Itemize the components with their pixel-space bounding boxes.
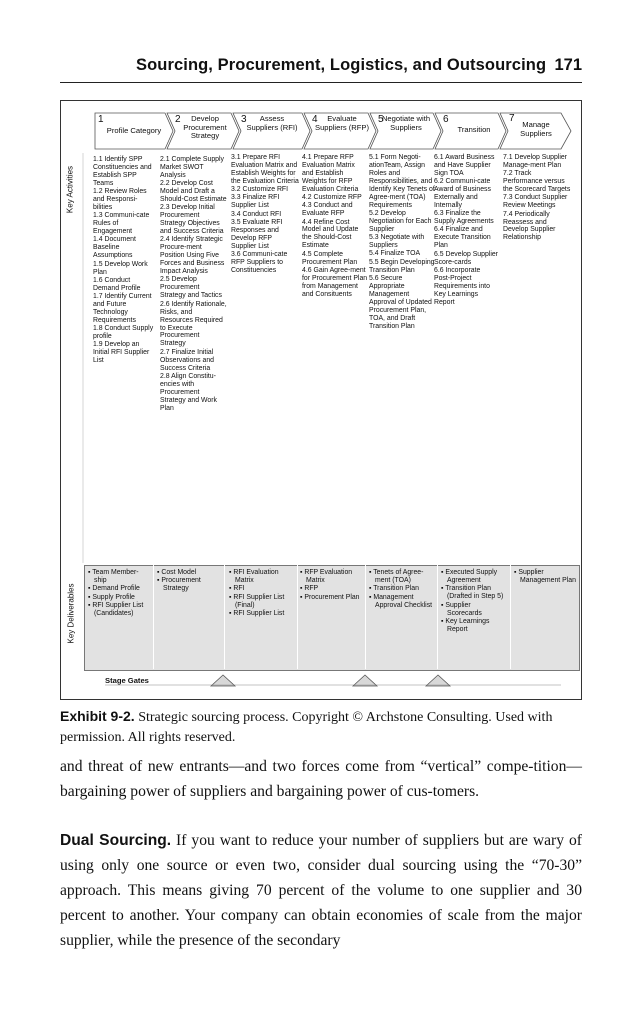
deliverable-item: ▪ Cost Model — [157, 569, 197, 576]
activity-item: 4.6 Gain Agree-ment for Procurement Plan from Management and Consituents — [302, 266, 368, 298]
deliverable-item: ▪ Supply Profile — [88, 593, 135, 601]
deliverable-item: ▪ RFI — [229, 585, 245, 593]
activity-column-2 — [160, 156, 227, 413]
activity-item: 3.3 Finalize RFI Supplier List — [231, 194, 280, 210]
activity-item: 1.9 Develop an Initial RFI Supplier List — [93, 341, 150, 365]
deliverable-item: ▪ RFI Supplier List (Candidates) — [88, 602, 144, 618]
stage-2-label: Develop Procurement Strategy — [183, 114, 227, 141]
stage-gate-3 — [426, 675, 450, 686]
deliverable-item: ▪ Demand Profile — [88, 585, 140, 593]
caption-text: Strategic sourcing process. Copyright © Archstone Consulting. Used with permission. All rights reserved. — [60, 710, 553, 745]
activity-item: 3.5 Evaluate RFI Responses and Develop RFP Supplier List — [231, 218, 283, 250]
activity-item: 2.8 Align Constitu-encies with Procurement Strategy and Work Plan — [160, 372, 217, 412]
activity-column-5 — [369, 154, 435, 331]
activity-item: 7.1 Develop Supplier Manage-ment Plan — [503, 154, 567, 169]
deliverable-item: ▪ RFI Supplier List (Final) — [229, 593, 285, 609]
caption-label: Exhibit 9-2. — [60, 708, 135, 724]
stage-gate-2 — [353, 675, 377, 686]
deliverables-column-5 — [369, 569, 435, 610]
activity-item: 3.6 Communi-cate RFP Suppliers to Constituencies — [231, 250, 288, 274]
activity-item: 4.1 Prepare RFP Evaluation Matrix and Establish Weights for RFP Evaluation Criteria — [302, 154, 359, 193]
stage-7-number: 7 — [509, 113, 515, 124]
activity-item: 1.4 Document Baseline Assumptions — [93, 236, 136, 260]
deliverables-column-7 — [514, 569, 576, 585]
paragraph-text: If you want to reduce your number of suppliers but are wary of using only one source or even two, consider dual sourcing using the “70-30” approach. This means giving 70 percent of the volume to one supplier and 30 percent to another. Your company can obtain economies of scale from the major supplier, while the presence of the secondary — [60, 832, 582, 949]
deliverable-item: ▪ Key Learnings Report — [441, 618, 490, 634]
activity-column-3 — [231, 154, 299, 275]
deliverable-item: ▪ Management Approval Checklist — [369, 593, 433, 609]
stage-5-number: 5 — [378, 114, 384, 125]
stage-6-label: Transition — [457, 125, 491, 134]
deliverables-column-1 — [88, 569, 150, 619]
activity-column-7 — [503, 154, 571, 243]
stage-gate-1 — [211, 675, 235, 686]
figure-caption — [60, 706, 582, 748]
activity-item: 7.2 Track Performance versus the Scorecard Targets — [503, 170, 571, 194]
activity-item: 5.4 Finalize TOA — [369, 250, 421, 258]
stage-5-label: Negotiate with Suppliers — [381, 114, 431, 132]
activity-item: 6.2 Communi-cate Award of Business Externally and Internally — [434, 178, 491, 210]
key-activities-label: Key Activities — [65, 165, 75, 214]
deliverable-item: ▪ Transition Plan (Drafted in Step 5) — [441, 585, 504, 601]
stage-2-number: 2 — [175, 114, 181, 125]
stage-1-label: Profile Category — [106, 126, 162, 135]
activity-item: 5.2 Develop Negotiation for Each Supplier — [369, 209, 432, 233]
activity-item: 6.5 Develop Supplier Score-cards — [434, 250, 498, 266]
activity-item: 1.8 Conduct Supply profile — [93, 325, 154, 341]
activity-item: 2.7 Finalize Initial Observations and Success Criteria — [160, 348, 215, 372]
activity-item: 4.4 Refine Cost Model and Update the Should-Cost Estimate — [302, 218, 359, 250]
activity-item: 4.2 Customize RFP — [302, 194, 362, 202]
stage-3-number: 3 — [241, 114, 247, 125]
deliverables-column-3 — [229, 569, 295, 619]
activity-item: 2.3 Develop Initial Procurement Strategy Objectives and Success Criteria — [160, 204, 224, 236]
activity-item: 2.5 Develop Procurement Strategy and Tactics — [160, 276, 222, 300]
stage-3-label: Assess Suppliers (RFI) — [246, 114, 298, 132]
activity-item: 2.1 Complete Supply Market SWOT Analysis — [160, 156, 224, 179]
activity-item: 6.6 Incorporate Post-Project Requirements into Key Learnings Report — [434, 266, 490, 306]
strategic-sourcing-figure — [60, 100, 582, 700]
stage-7-label: Manage Suppliers — [520, 120, 552, 138]
stage-gates-label: Stage Gates — [105, 676, 149, 685]
activity-item: 7.3 Conduct Supplier Review Meetings — [503, 194, 568, 210]
activity-item: 5.5 Begin Developing Transition Plan — [369, 258, 435, 274]
activity-item: 2.6 Identify Rationale, Risks, and Resources Required to Execute Procurement Strategy — [160, 300, 227, 348]
activity-item: 7.4 Periodically Reassess and Develop Supplier Relationship — [503, 210, 556, 242]
activity-item: 1.5 Develop Work Plan — [93, 260, 148, 276]
key-deliverables-label: Key Deliverables — [66, 583, 76, 644]
deliverable-item: ▪ RFI Supplier List — [229, 610, 285, 618]
deliverable-item: ▪ Tenets of Agree-ment (TOA) — [369, 569, 424, 584]
activity-item: 2.2 Develop Cost Model and Draft a Should-Cost Estimate — [160, 180, 227, 204]
body-paragraph-1: and threat of new entrants—and two forces come from “vertical” compe-tition—bargaining power of suppliers and bargaining power of cus-tomers. — [60, 758, 582, 800]
deliverables-divider — [365, 565, 366, 669]
activity-item: 1.3 Communi-cate Rules of Engagement — [93, 212, 150, 236]
activity-item: 2.4 Identify Strategic Procure-ment Position Using Five Forces and Business Impact Analysis — [160, 236, 225, 276]
activity-column-1 — [93, 156, 155, 365]
deliverable-item: ▪ RFI Evaluation Matrix — [229, 569, 279, 584]
deliverable-item: ▪ Transition Plan — [369, 585, 419, 593]
paragraph-heading: Dual Sourcing. — [60, 832, 172, 849]
stage-4-label: Evaluate Suppliers (RFP) — [315, 114, 370, 132]
deliverables-divider — [224, 565, 225, 669]
activity-item: 6.4 Finalize and Execute Transition Plan — [434, 226, 491, 250]
deliverable-item: ▪ Procurement Plan — [300, 593, 360, 601]
activity-item: 1.1 Identify SPP Constituencies and Establish SPP Teams — [93, 156, 152, 187]
activity-item: 1.6 Conduct Demand Profile — [93, 276, 141, 292]
activity-item: 6.1 Award Business and Have Supplier Sign TOA — [434, 154, 495, 177]
activity-column-6 — [434, 154, 498, 307]
activity-item: 3.1 Prepare RFI Evaluation Matrix and Establish Weights for the Evaluation Criteria — [231, 154, 299, 185]
activity-item: 6.3 Finalize the Supply Agreements — [434, 210, 494, 226]
deliverables-column-2 — [157, 569, 221, 594]
stage-6-number: 6 — [443, 114, 449, 125]
activity-item: 1.2 Review Roles and Responsi-bilities — [93, 188, 147, 212]
deliverable-item: ▪ Supplier Scorecards — [441, 601, 482, 617]
activity-item: 5.6 Secure Appropriate Management Approval of Updated Procurement Plan, TOA, and Draft Transition Plan — [369, 274, 432, 330]
activity-item: 3.2 Customize RFI — [231, 186, 289, 194]
activity-item: 4.5 Complete Procurement Plan — [302, 250, 358, 266]
running-header — [60, 56, 582, 83]
deliverables-column-4 — [300, 569, 363, 602]
activity-item: 1.7 Identify Current and Future Technology Requirements — [93, 292, 152, 324]
deliverable-item: ▪ Supplier Management Plan — [514, 569, 576, 584]
body-paragraph-2 — [60, 828, 582, 953]
activity-item: 4.3 Conduct and Evaluate RFP — [302, 202, 353, 218]
activity-item: 5.3 Negotiate with Suppliers — [369, 234, 425, 250]
running-header-title: Sourcing, Procurement, Logistics, and Outsourcing — [136, 56, 547, 74]
deliverable-item: ▪ Executed Supply Agreement — [441, 569, 498, 584]
stage-1-number: 1 — [98, 114, 104, 125]
page-number: 171 — [554, 56, 582, 74]
stage-4-number: 4 — [312, 114, 318, 125]
activity-item: 3.4 Conduct RFI — [231, 210, 282, 218]
deliverables-divider — [437, 565, 438, 669]
deliverable-item: ▪ Procurement Strategy — [157, 577, 201, 593]
deliverable-item: ▪ Team Member-ship — [88, 569, 139, 584]
activity-column-4 — [302, 154, 368, 299]
deliverables-column-6 — [441, 569, 507, 635]
deliverable-item: ▪ RFP Evaluation Matrix — [300, 569, 353, 584]
deliverables-divider — [153, 565, 154, 669]
deliverable-item: ▪ RFP — [300, 585, 319, 593]
deliverables-divider — [510, 565, 511, 669]
activity-item: 5.1 Form Negoti-ationTeam, Assign Roles and Responsibilities, and Identify Key Tenets of Agree-ment (TOA) Requirements — [369, 154, 435, 209]
deliverables-divider — [297, 565, 298, 669]
